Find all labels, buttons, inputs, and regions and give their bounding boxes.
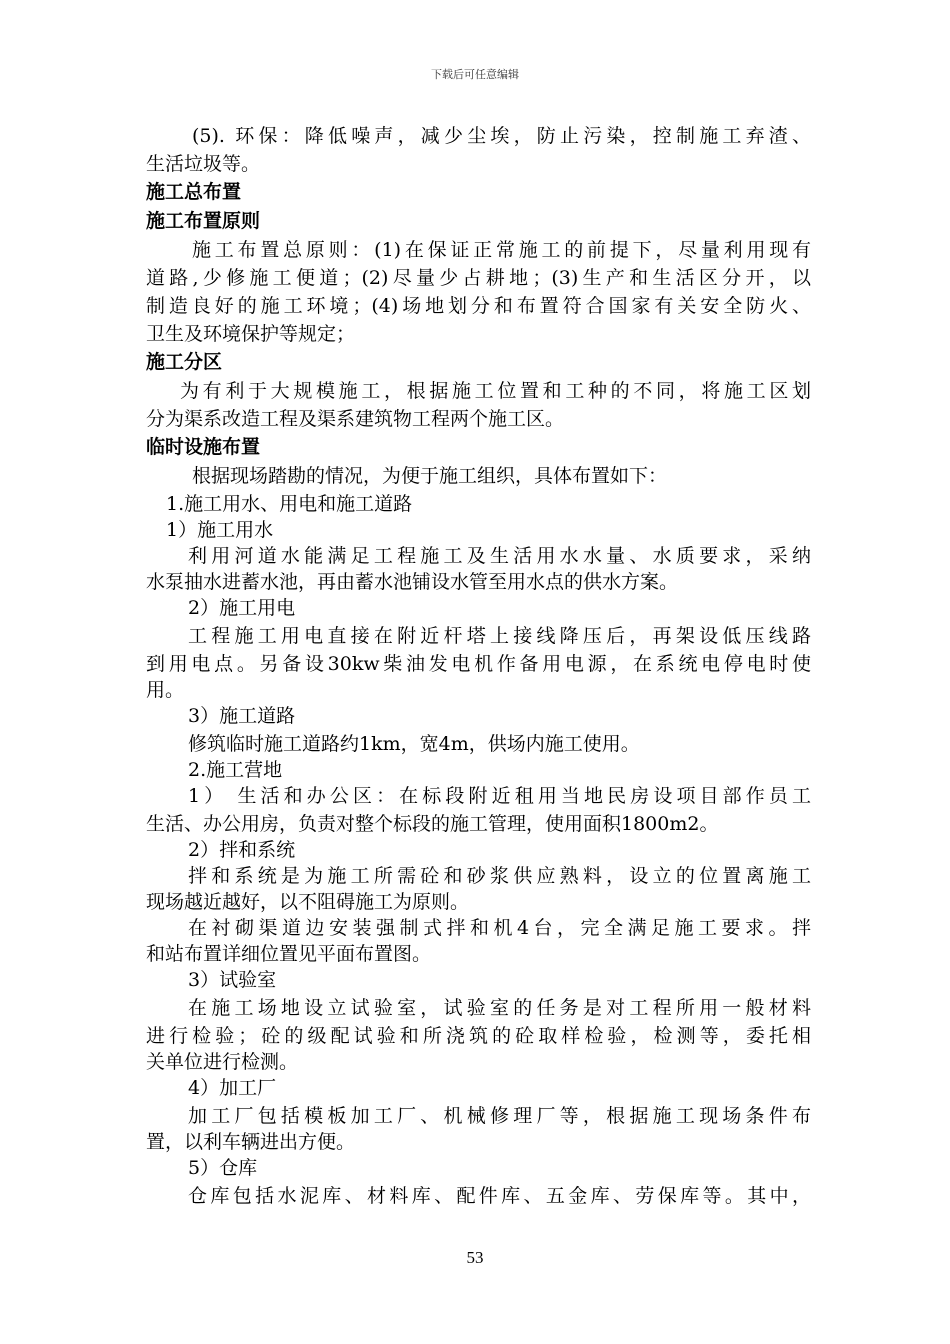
paragraph-line: 进行检验；砼的级配试验和所浇筑的砼取样检验，检测等，委托相 (146, 1025, 811, 1047)
paragraph-line: 仓库包括水泥库、材料库、配件库、五金库、劳保库等。其中， (188, 1185, 811, 1207)
paragraph-line: 1.施工用水、用电和施工道路 (166, 493, 413, 515)
paragraph-line: 施工布置总原则：(1)在保证正常施工的前提下，尽量利用现有 (192, 239, 811, 261)
section-heading: 施工总布置 (146, 181, 242, 203)
paragraph-line: 根据现场踏勘的情况，为便于施工组织，具体布置如下： (192, 465, 668, 487)
paragraph-line: 生活、办公用房，负责对整个标段的施工管理，使用面积1800m2。 (146, 813, 719, 835)
paragraph-line: 2.施工营地 (188, 759, 283, 781)
document-body (146, 122, 811, 1210)
paragraph-line: 生活垃圾等。 (146, 153, 261, 175)
paragraph-line: 置，以利车辆进出方便。 (146, 1131, 356, 1153)
paragraph-line: 1）施工用水 (166, 519, 274, 541)
paragraph-line: 在衬砌渠道边安装强制式拌和机4台，完全满足施工要求。拌 (188, 917, 811, 939)
paragraph-line: 用。 (146, 679, 185, 701)
paragraph-line: 修筑临时施工道路约1km，宽4m，供场内施工使用。 (188, 733, 640, 755)
paragraph-line: 和站布置详细位置见平面布置图。 (146, 943, 432, 965)
paragraph-line: 拌和系统是为施工所需砼和砂浆供应熟料，设立的位置离施工 (188, 865, 811, 887)
paragraph-line: 2）拌和系统 (188, 839, 296, 861)
paragraph-line: 分为渠系改造工程及渠系建筑物工程两个施工区。 (146, 408, 565, 430)
paragraph-line: 制造良好的施工环境；(4)场地划分和布置符合国家有关安全防火、 (146, 295, 811, 317)
page-header: 下载后可任意编辑 (431, 68, 519, 81)
paragraph-line: 加工厂包括模板加工厂、机械修理厂等，根据施工现场条件布 (188, 1105, 811, 1127)
section-heading: 施工布置原则 (146, 210, 261, 232)
paragraph-line: 卫生及环境保护等规定； (146, 323, 356, 345)
paragraph-line: 现场越近越好，以不阻碍施工为原则。 (146, 891, 470, 913)
paragraph-line: 3）试验室 (188, 969, 277, 991)
paragraph-line: 在施工场地设立试验室，试验室的任务是对工程所用一般材料 (188, 997, 811, 1019)
paragraph-line: 利用河道水能满足工程施工及生活用水水量、水质要求，采纳 (188, 545, 811, 567)
section-heading: 施工分区 (146, 351, 223, 373)
page-number: 53 (466, 1248, 484, 1267)
paragraph-line: 3）施工道路 (188, 705, 296, 727)
paragraph-line: 道路,少修施工便道；(2)尽量少占耕地；(3)生产和生活区分开，以 (146, 267, 811, 289)
paragraph-line: 4）加工厂 (188, 1077, 277, 1099)
paragraph-line: 5）仓库 (188, 1157, 258, 1179)
paragraph-line: 水泵抽水进蓄水池，再由蓄水池铺设水管至用水点的供水方案。 (146, 571, 679, 593)
paragraph-line: 2）施工用电 (188, 597, 296, 619)
paragraph-line: 1） 生活和办公区：在标段附近租用当地民房设项目部作员工 (188, 785, 811, 807)
paragraph-line: 关单位进行检测。 (146, 1051, 299, 1073)
paragraph-line: (5). 环保：降低噪声，减少尘埃，防止污染，控制施工弃渣、 (192, 125, 811, 147)
paragraph-line: 到用电点。另备设30kw柴油发电机作备用电源，在系统电停电时使 (146, 653, 811, 675)
section-heading: 临时设施布置 (146, 436, 261, 458)
paragraph-line: 为有利于大规模施工，根据施工位置和工种的不同，将施工区划 (180, 380, 811, 402)
paragraph-line: 工程施工用电直接在附近杆塔上接线降压后，再架设低压线路 (188, 625, 811, 647)
